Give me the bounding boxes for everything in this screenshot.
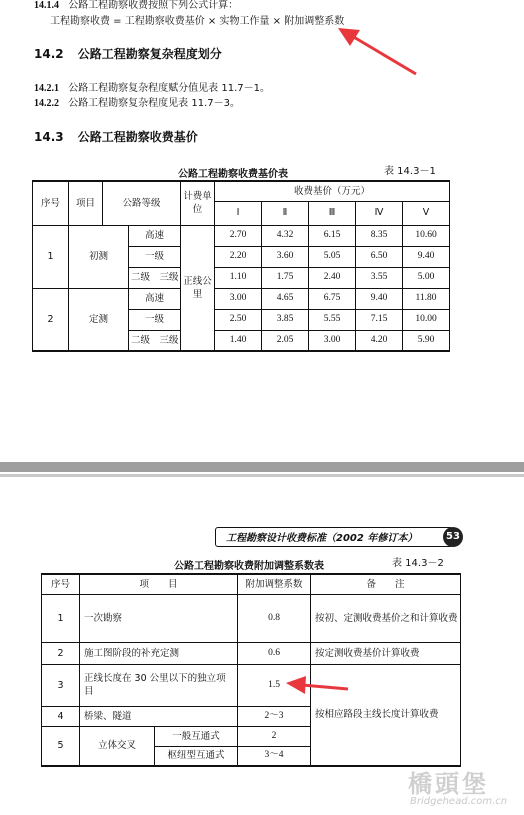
value-cell: 2.40 bbox=[309, 267, 356, 288]
seq-cell: 2 bbox=[33, 288, 69, 351]
adjustment-coefficient-table bbox=[41, 573, 461, 767]
grade-cell: 一级 bbox=[129, 309, 181, 330]
section-number: 14.2 bbox=[34, 47, 64, 61]
red-arrow-annotation bbox=[284, 672, 354, 700]
clause-number: 14.2.1 bbox=[34, 83, 59, 94]
clause-number: 14.2.2 bbox=[34, 98, 59, 109]
item-cell: 施工图阶段的补充定测 bbox=[80, 642, 238, 664]
grade-cell: 二级 三级 bbox=[129, 267, 181, 288]
red-arrow-annotation bbox=[330, 22, 430, 80]
header-unit: 计费单位 bbox=[181, 181, 215, 225]
value-cell: 3.60 bbox=[262, 246, 309, 267]
fee-formula: 工程勘察收费 = 工程勘察收费基价 × 实物工作量 × 附加调整系数 bbox=[50, 16, 345, 27]
table2-ref: 表 14.3－2 bbox=[392, 558, 444, 569]
header-item: 项目 bbox=[69, 181, 103, 225]
col-header-i: Ⅰ bbox=[215, 201, 262, 225]
clause-text: 公路工程勘察复杂程度见表 11.7－3。 bbox=[68, 98, 240, 109]
page-divider-shadow bbox=[0, 474, 524, 477]
table-row bbox=[42, 642, 461, 664]
value-cell: 2.05 bbox=[262, 330, 309, 351]
clause-text: 公路工程勘察复杂程度赋分值见表 11.7－1。 bbox=[68, 83, 270, 94]
value-cell: 5.90 bbox=[403, 330, 450, 351]
value-cell: 2.70 bbox=[215, 225, 262, 246]
value-cell: 8.35 bbox=[356, 225, 403, 246]
merged-note-cell: 按相应路段主线长度计算收费 bbox=[311, 664, 461, 766]
value-cell: 4.32 bbox=[262, 225, 309, 246]
coefficient-cell: 3～4 bbox=[238, 746, 311, 766]
value-cell: 1.40 bbox=[215, 330, 262, 351]
col-header-iv: Ⅳ bbox=[356, 201, 403, 225]
section-14-2-heading bbox=[34, 47, 222, 61]
value-cell: 1.10 bbox=[215, 267, 262, 288]
table2-caption: 公路工程勘察收费附加调整系数表 bbox=[174, 561, 324, 572]
seq-cell: 2 bbox=[42, 642, 80, 664]
table-row bbox=[33, 225, 450, 246]
clause-14-1-4 bbox=[34, 0, 238, 12]
seq-cell: 3 bbox=[42, 664, 80, 706]
seq-cell: 5 bbox=[42, 726, 80, 766]
value-cell: 2.20 bbox=[215, 246, 262, 267]
value-cell: 3.85 bbox=[262, 309, 309, 330]
value-cell: 6.50 bbox=[356, 246, 403, 267]
header-seq: 序号 bbox=[42, 574, 80, 594]
header-item: 项 目 bbox=[80, 574, 238, 594]
header-grade: 公路等级 bbox=[103, 181, 181, 225]
value-cell: 3.00 bbox=[309, 330, 356, 351]
note-cell: 按定测收费基价计算收费 bbox=[311, 642, 461, 664]
item-cell: 桥梁、隧道 bbox=[80, 706, 238, 726]
grade-cell: 高速 bbox=[129, 288, 181, 309]
section-number: 14.3 bbox=[34, 130, 64, 144]
header-seq: 序号 bbox=[33, 181, 69, 225]
table-row bbox=[42, 664, 461, 706]
page-number-badge: 53 bbox=[443, 527, 463, 547]
value-cell: 1.75 bbox=[262, 267, 309, 288]
value-cell: 5.55 bbox=[309, 309, 356, 330]
section-14-3-heading bbox=[34, 130, 198, 144]
seq-cell: 4 bbox=[42, 706, 80, 726]
table-row bbox=[33, 288, 450, 309]
value-cell: 5.00 bbox=[403, 267, 450, 288]
value-cell: 9.40 bbox=[403, 246, 450, 267]
value-cell: 2.50 bbox=[215, 309, 262, 330]
sub-item-cell: 枢纽型互通式 bbox=[155, 746, 238, 766]
running-header: 工程勘察设计收费标准（2002 年修订本） bbox=[226, 533, 418, 544]
item-cell: 立体交叉 bbox=[80, 726, 155, 766]
value-cell: 4.20 bbox=[356, 330, 403, 351]
header-note: 备 注 bbox=[311, 574, 461, 594]
item-cell: 定测 bbox=[69, 288, 129, 351]
value-cell: 4.65 bbox=[262, 288, 309, 309]
coefficient-cell: 0.6 bbox=[238, 642, 311, 664]
coefficient-cell: 2～3 bbox=[238, 706, 311, 726]
col-header-v: Ⅴ bbox=[403, 201, 450, 225]
value-cell: 3.55 bbox=[356, 267, 403, 288]
grade-cell: 二级 三级 bbox=[129, 330, 181, 351]
item-cell: 一次勘察 bbox=[80, 594, 238, 642]
clause-number: 14.1.4 bbox=[34, 0, 59, 11]
seq-cell: 1 bbox=[33, 225, 69, 288]
clause-text: 公路工程勘察收费按照下列公式计算： bbox=[68, 0, 239, 11]
value-cell: 5.05 bbox=[309, 246, 356, 267]
grade-cell: 一级 bbox=[129, 246, 181, 267]
watermark-logo: 橋頭堡 bbox=[408, 770, 489, 798]
table1-ref: 表 14.3－1 bbox=[384, 166, 436, 177]
value-cell: 7.15 bbox=[356, 309, 403, 330]
table-row bbox=[42, 594, 461, 642]
unit-cell: 正线公里 bbox=[181, 225, 215, 351]
seq-cell: 1 bbox=[42, 594, 80, 642]
value-cell: 3.00 bbox=[215, 288, 262, 309]
value-cell: 11.80 bbox=[403, 288, 450, 309]
item-cell: 正线长度在 30 公里以下的独立项目 bbox=[80, 664, 238, 706]
coefficient-cell: 2 bbox=[238, 726, 311, 746]
item-cell: 初测 bbox=[69, 225, 129, 288]
header-price: 收费基价（万元） bbox=[215, 181, 450, 201]
table1-caption: 公路工程勘察收费基价表 bbox=[178, 169, 288, 180]
header-coefficient: 附加调整系数 bbox=[238, 574, 311, 594]
sub-item-cell: 一般互通式 bbox=[155, 726, 238, 746]
value-cell: 10.60 bbox=[403, 225, 450, 246]
grade-cell: 高速 bbox=[129, 225, 181, 246]
value-cell: 10.00 bbox=[403, 309, 450, 330]
section-title: 公路工程勘察收费基价 bbox=[77, 130, 198, 144]
page-divider bbox=[0, 462, 524, 472]
col-header-ii: Ⅱ bbox=[262, 201, 309, 225]
col-header-iii: Ⅲ bbox=[309, 201, 356, 225]
value-cell: 6.75 bbox=[309, 288, 356, 309]
value-cell: 6.15 bbox=[309, 225, 356, 246]
note-cell: 按初、定测收费基价之和计算收费 bbox=[311, 594, 461, 642]
fee-base-price-table bbox=[32, 180, 450, 352]
watermark-url: Bridgehead.com.cn bbox=[410, 796, 508, 807]
clause-14-2-2 bbox=[34, 98, 240, 110]
coefficient-cell: 0.8 bbox=[238, 594, 311, 642]
value-cell: 9.40 bbox=[356, 288, 403, 309]
section-title: 公路工程勘察复杂程度划分 bbox=[77, 47, 222, 61]
coefficient-cell: 1.5 bbox=[238, 664, 311, 706]
clause-14-2-1 bbox=[34, 83, 270, 95]
